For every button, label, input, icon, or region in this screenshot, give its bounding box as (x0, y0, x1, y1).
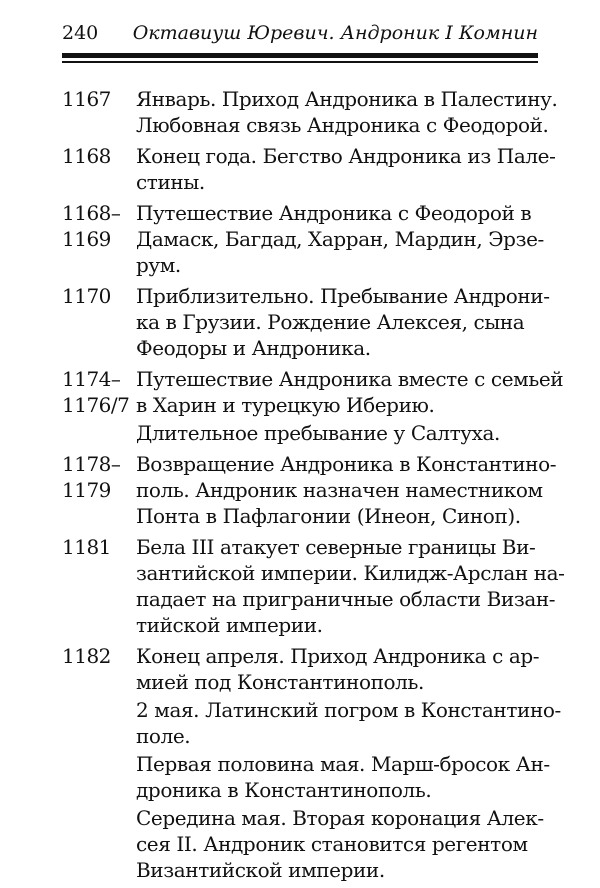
chronology-entry (62, 643, 561, 883)
year-label: 1182 (62, 644, 111, 668)
text-line: Январь. Приход Андроника в Палестину. (136, 87, 558, 111)
text-line: дроника в Константинополь. (136, 778, 432, 802)
entry-paragraph (136, 534, 565, 638)
entry-text (136, 200, 544, 278)
entry-text (136, 86, 558, 138)
text-line: зантийской империи. Килидж-Арслан на- (136, 561, 565, 585)
entry-paragraph (136, 143, 555, 195)
entry-text (136, 534, 565, 638)
entry-text (136, 451, 556, 529)
year-label: 1176/7 (62, 393, 130, 417)
entry-paragraph (136, 751, 561, 803)
entry-paragraph (136, 366, 563, 418)
entry-text (136, 366, 563, 446)
text-line: Византийской империи. (136, 858, 385, 882)
year-label: 1178– (62, 452, 121, 476)
text-line: Конец года. Бегство Андроника из Пале- (136, 144, 556, 168)
text-line: в Харин и турецкую Иберию. (136, 393, 435, 417)
chronology-entry (62, 200, 544, 278)
entry-years (62, 200, 136, 278)
text-line: Конец апреля. Приход Андроника с ар- (136, 644, 540, 668)
text-line: падает на приграничные области Визан- (136, 587, 556, 611)
entry-text (136, 643, 561, 883)
chronology-entry (62, 86, 558, 138)
text-line: рум. (136, 253, 181, 277)
chronology-entry (62, 283, 550, 361)
text-line: Середина мая. Вторая коронация Алек- (136, 806, 544, 830)
year-label: 1169 (62, 227, 111, 251)
year-label: 1167 (62, 87, 111, 111)
text-line: Дамаск, Багдад, Харран, Мардин, Эрзе- (136, 227, 544, 251)
entry-paragraph (136, 283, 550, 361)
entry-years (62, 366, 136, 446)
entry-paragraph (136, 451, 556, 529)
chronology-entry (62, 143, 556, 195)
entry-paragraph (136, 805, 561, 883)
entry-years (62, 86, 136, 138)
entry-years (62, 451, 136, 529)
entry-paragraph (136, 697, 561, 749)
text-line: 2 мая. Латинский погром в Константино- (136, 698, 561, 722)
year-label: 1179 (62, 478, 111, 502)
running-title: Октавиуш Юревич. Андроник I Комнин (132, 22, 538, 44)
text-line: Понта в Пафлагонии (Инеон, Синоп). (136, 504, 521, 528)
header-rule-thin (62, 61, 538, 63)
entry-paragraph (136, 86, 558, 138)
text-line: поль. Андроник назначен наместником (136, 478, 543, 502)
text-line: Путешествие Андроника с Феодорой в (136, 201, 532, 225)
entry-text (136, 143, 555, 195)
text-line: Любовная связь Андроника с Феодорой. (136, 113, 549, 137)
year-label: 1170 (62, 284, 111, 308)
text-line: тийской империи. (136, 613, 323, 637)
entry-paragraph (136, 200, 544, 278)
text-line: Первая половина мая. Марш-бросок Ан- (136, 752, 550, 776)
text-line: поле. (136, 724, 191, 748)
year-label: 1168 (62, 144, 111, 168)
entry-paragraph (136, 643, 561, 695)
entry-text (136, 283, 550, 361)
text-line: ка в Грузии. Рождение Алексея, сына (136, 310, 525, 334)
page-header (62, 22, 538, 52)
text-line: стины. (136, 170, 205, 194)
entry-years (62, 534, 136, 638)
year-label: 1181 (62, 535, 111, 559)
text-line: Возвращение Андроника в Константино- (136, 452, 557, 476)
text-line: мией под Константинополь. (136, 670, 424, 694)
text-line: сея II. Андроник становится регентом (136, 832, 528, 856)
year-label: 1174– (62, 367, 121, 391)
page-number: 240 (62, 22, 99, 44)
chronology-entry (62, 366, 564, 446)
entry-paragraph (136, 420, 563, 446)
chronology-entry (62, 451, 557, 529)
text-line: Бела III атакует северные границы Ви- (136, 535, 536, 559)
chronology-entry (62, 534, 565, 638)
entry-years (62, 643, 136, 883)
chronology-list (62, 86, 565, 888)
entry-years (62, 283, 136, 361)
header-rule-thick (62, 53, 538, 58)
text-line: Феодоры и Андроника. (136, 336, 371, 360)
text-line: Приблизительно. Пребывание Андрони- (136, 284, 550, 308)
text-line: Путешествие Андроника вместе с семьей (136, 367, 564, 391)
year-label: 1168– (62, 201, 121, 225)
entry-years (62, 143, 136, 195)
text-line: Длительное пребывание у Салтуха. (136, 421, 500, 445)
